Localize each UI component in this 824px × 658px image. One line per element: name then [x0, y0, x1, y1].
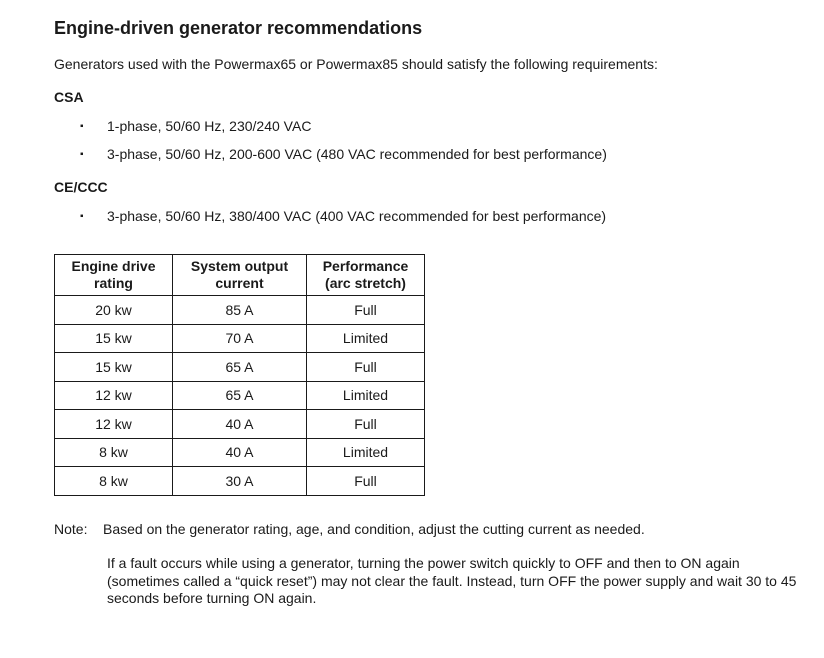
- bullet-text: 3-phase, 50/60 Hz, 380/400 VAC (400 VAC recommended for best performance): [107, 208, 607, 224]
- table-header-row: [55, 255, 425, 296]
- cell-current: 30 A: [173, 467, 307, 496]
- cell-current: 40 A: [173, 438, 307, 467]
- cell-performance: Full: [307, 296, 425, 325]
- bullet-text: 3-phase, 50/60 Hz, 200-600 VAC (480 VAC recommended for best performance): [107, 146, 607, 162]
- cell-performance: Limited: [307, 381, 425, 410]
- header-system-output-current: System output current: [173, 255, 307, 296]
- ce-bullet-1: [80, 208, 606, 224]
- table-row: [55, 438, 425, 467]
- cell-current: 65 A: [173, 353, 307, 382]
- table-row: [55, 324, 425, 353]
- cell-current: 65 A: [173, 381, 307, 410]
- bullet-icon: ▪: [80, 121, 84, 132]
- csa-bullet-1: [80, 118, 311, 134]
- cell-performance: Full: [307, 353, 425, 382]
- bullet-icon: ▪: [80, 211, 84, 222]
- table-row: [55, 296, 425, 325]
- cell-rating: 12 kw: [55, 381, 173, 410]
- cell-rating: 20 kw: [55, 296, 173, 325]
- ce-ccc-heading: CE/CCC: [54, 179, 108, 195]
- cell-rating: 15 kw: [55, 353, 173, 382]
- header-performance: Performance (arc stretch): [307, 255, 425, 296]
- table-row: [55, 467, 425, 496]
- cell-performance: Full: [307, 410, 425, 439]
- table-row: [55, 353, 425, 382]
- page-title: Engine-driven generator recommendations: [54, 18, 423, 38]
- header-engine-drive-rating: Engine drive rating: [55, 255, 173, 296]
- intro-paragraph: Generators used with the Powermax65 or Powermax85 should satisfy the following requirements:: [54, 56, 658, 72]
- cell-performance: Full: [307, 467, 425, 496]
- table-row: [55, 381, 425, 410]
- cell-rating: 8 kw: [55, 467, 173, 496]
- cell-performance: Limited: [307, 324, 425, 353]
- table-row: [55, 410, 425, 439]
- cell-current: 85 A: [173, 296, 307, 325]
- cell-rating: 8 kw: [55, 438, 173, 467]
- csa-heading: CSA: [54, 89, 84, 105]
- generator-table: [54, 254, 425, 496]
- fault-paragraph: If a fault occurs while using a generator, turning the power switch quickly to OFF and then to ON again (sometimes called a “quick reset”) may not clear the fault. Instead, turn OFF the power supply and wait 30 to 45 seconds before turning ON again.: [107, 555, 797, 606]
- cell-current: 40 A: [173, 410, 307, 439]
- cell-current: 70 A: [173, 324, 307, 353]
- cell-performance: Limited: [307, 438, 425, 467]
- note-label: Note:: [54, 521, 88, 537]
- note-text: Based on the generator rating, age, and condition, adjust the cutting current as needed.: [103, 521, 645, 537]
- cell-rating: 12 kw: [55, 410, 173, 439]
- bullet-icon: ▪: [80, 149, 84, 160]
- bullet-text: 1-phase, 50/60 Hz, 230/240 VAC: [107, 118, 312, 134]
- csa-bullet-2: [80, 146, 607, 162]
- cell-rating: 15 kw: [55, 324, 173, 353]
